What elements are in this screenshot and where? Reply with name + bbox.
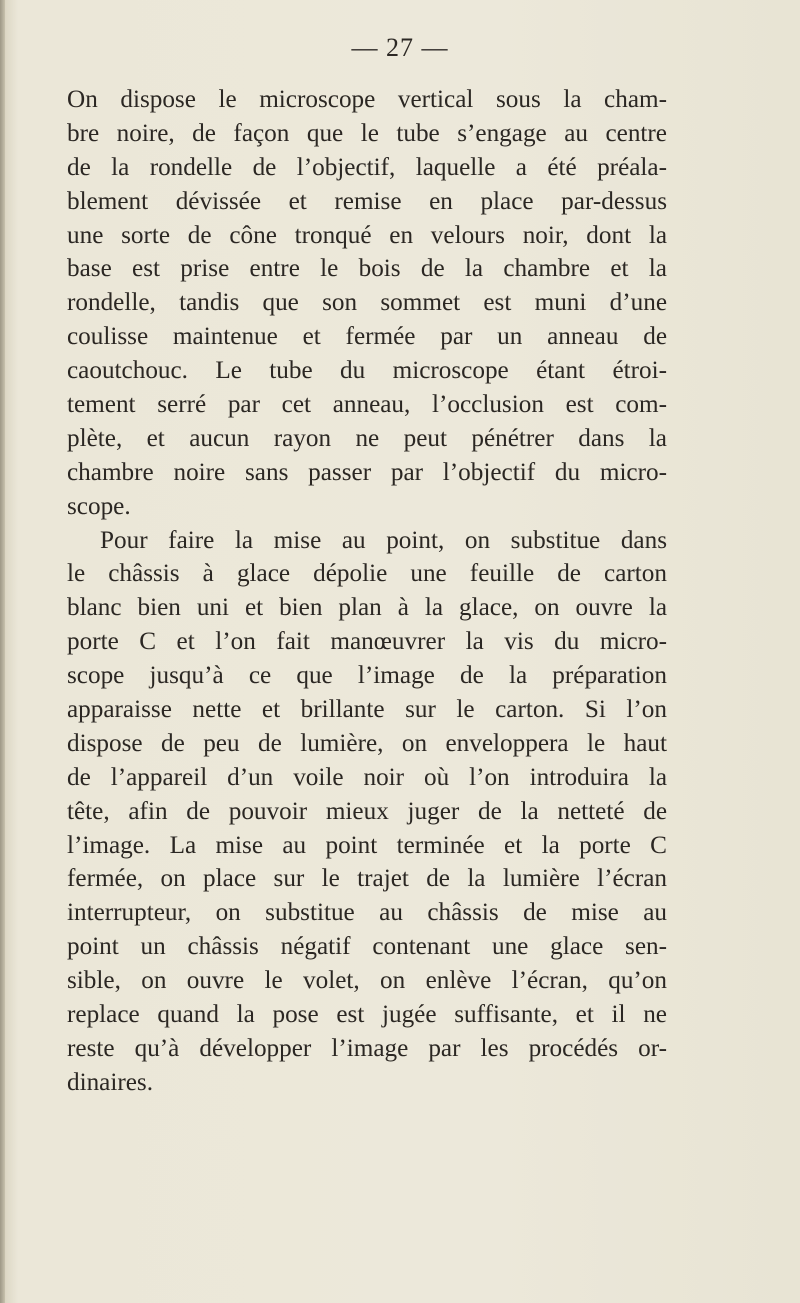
text-line: sible, on ouvre le volet, on enlève l’écran, qu’on: [67, 967, 667, 995]
text-line: blanc bien uni et bien plan à la glace, on ouvre la: [67, 594, 667, 622]
text-line: de la rondelle de l’objectif, laquelle a été préala-: [67, 153, 667, 181]
text-line: dinaires.: [67, 1068, 154, 1096]
page-number: — 27 —: [351, 33, 449, 62]
text-line: fermée, on place sur le trajet de la lumière l’écran: [67, 865, 667, 893]
page-binding-edge: [0, 0, 5, 1303]
text-line: rondelle, tandis que son sommet est muni d’une: [67, 289, 667, 317]
text-line: tête, afin de pouvoir mieux juger de la netteté de: [67, 797, 667, 825]
text-line: blement dévissée et remise en place par-dessus: [67, 187, 667, 215]
text-line: scope.: [67, 492, 131, 520]
body-text: [67, 83, 667, 1100]
text-line: dispose de peu de lumière, on enveloppera le haut: [67, 729, 667, 757]
text-line: une sorte de cône tronqué en velours noir, dont la: [67, 221, 667, 249]
text-line: interrupteur, on substitue au châssis de mise au: [67, 899, 667, 927]
text-line: bre noire, de façon que le tube s’engage au centre: [67, 119, 667, 147]
text-line: l’image. La mise au point terminée et la porte C: [67, 831, 667, 859]
text-line: coulisse maintenue et fermée par un anneau de: [67, 323, 667, 351]
text-line: plète, et aucun rayon ne peut pénétrer dans la: [67, 424, 667, 452]
text-line: Pour faire la mise au point, on substitue dans: [100, 526, 667, 554]
text-line: chambre noire sans passer par l’objectif du micro-: [67, 458, 667, 486]
text-line: caoutchouc. Le tube du microscope étant étroi-: [67, 357, 667, 385]
text-line: de l’appareil d’un voile noir où l’on introduira la: [67, 763, 667, 791]
text-line: reste qu’à développer l’image par les procédés or-: [67, 1034, 667, 1062]
text-line: base est prise entre le bois de la chambre et la: [67, 255, 667, 283]
text-line: replace quand la pose est jugée suffisante, et il ne: [67, 1001, 667, 1029]
text-line: On dispose le microscope vertical sous la cham-: [67, 86, 667, 113]
text-line: le châssis à glace dépolie une feuille de carton: [67, 560, 667, 588]
text-line: apparaisse nette et brillante sur le carton. Si l’on: [67, 696, 667, 724]
text-line: scope jusqu’à ce que l’image de la préparation: [67, 662, 667, 690]
text-line: point un châssis négatif contenant une glace sen-: [67, 933, 667, 961]
text-line: porte C et l’on fait manœuvrer la vis du micro-: [67, 628, 667, 656]
text-line: tement serré par cet anneau, l’occlusion est com-: [67, 391, 667, 419]
